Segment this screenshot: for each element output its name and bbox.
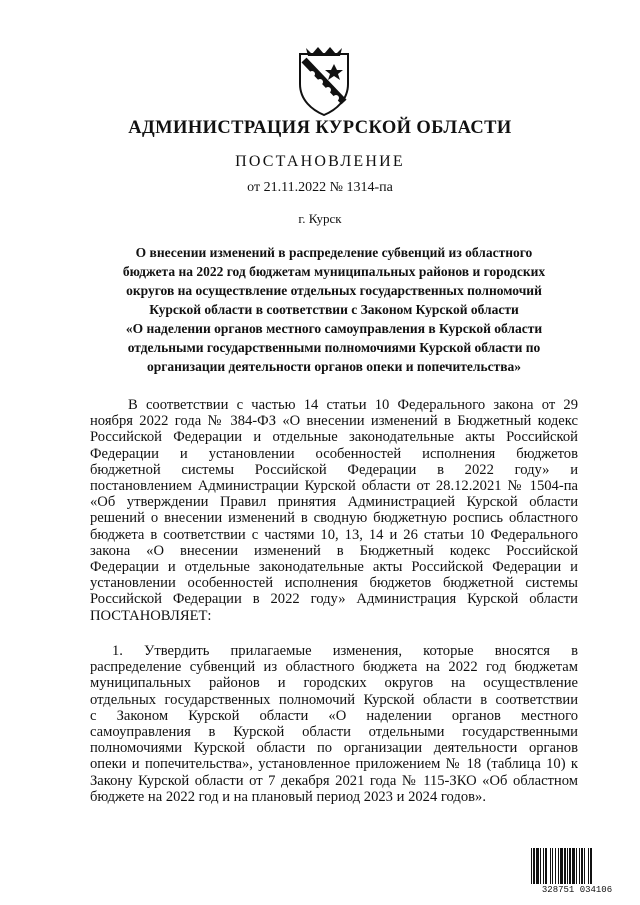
barcode-number: 328751 034106: [541, 885, 613, 895]
body-line: В соответствии с частью 14 статьи 10 Федерального закона от 29: [128, 397, 578, 413]
barcode-bar: [588, 848, 589, 884]
preamble-paragraph: [90, 397, 578, 624]
resolution-heading: [90, 243, 578, 376]
body-line: отдельных государственных полномочий Курской области в соответствии: [90, 691, 578, 708]
body-line: с Законом Курской области «О наделении органов местного: [90, 707, 578, 724]
barcode-bar: [536, 848, 539, 884]
body-line: закона «О внесении изменений в Бюджетный кодекс Российской: [90, 542, 578, 559]
heading-line: организации деятельности органов опеки и попечительства»: [146, 359, 522, 374]
barcode-bar: [555, 848, 556, 884]
barcode-bar: [590, 848, 592, 884]
body-line: опеки и попечительства», установленное приложением № 18 (таблица 10) к: [90, 756, 578, 773]
barcode-bar: [567, 848, 568, 884]
heading-line: О внесении изменений в распределение субвенций из областного: [135, 245, 533, 260]
barcode-bar: [572, 848, 575, 884]
barcode-bar: [545, 848, 547, 884]
document-type: ПОСТАНОВЛЕНИЕ: [235, 153, 405, 170]
barcode-bar: [560, 848, 563, 884]
barcode-bar: [540, 848, 541, 884]
heading-line: «О наделении органов местного самоуправления в Курской области: [125, 321, 543, 336]
barcode-bar: [531, 848, 532, 884]
document-date-number: от 21.11.2022 № 1314-па: [247, 180, 393, 195]
barcode-bar: [543, 848, 544, 884]
body-line: бюджетной системы Российской Федерации в 2022 году» и: [90, 461, 578, 478]
barcode-bar: [558, 848, 559, 884]
barcode-bar: [584, 848, 585, 884]
barcode-bar: [550, 848, 551, 884]
barcode-bar: [581, 848, 583, 884]
organization-title: АДМИНИСТРАЦИЯ КУРСКОЙ ОБЛАСТИ: [128, 118, 512, 138]
body-line: бюджета в соответствии с частями 10, 13, 14 и 26 статьи 10 Федерального: [90, 526, 578, 543]
body-line: 1. Утвердить прилагаемые изменения, которые вносятся в: [112, 643, 578, 659]
body-line: самоуправления в Курской области отдельными государственными: [90, 724, 578, 741]
kursk-coat-of-arms-icon: [294, 44, 354, 116]
barcode-bar: [533, 848, 535, 884]
document-barcode: [529, 848, 625, 896]
body-line: муниципальных районов и городских округов на осуществление: [90, 675, 578, 692]
body-line: бюджете на 2022 год и на плановый период 2023 и 2024 годов».: [90, 788, 486, 805]
body-line: Российской Федерации и отдельные законодательные акты Российской: [90, 429, 578, 446]
body-line: установлении особенностей исполнения бюджетов бюджетной системы: [90, 575, 578, 592]
body-line: Закону Курской области от 7 декабря 2021 года № 115-ЗКО «Об областном: [90, 772, 578, 789]
heading-line: бюджета на 2022 год бюджетам муниципальных районов и городских: [122, 264, 546, 279]
barcode-bar: [579, 848, 580, 884]
barcode-icon: [529, 848, 625, 884]
body-line: полномочиями Курской области по организации деятельности органов: [90, 740, 578, 757]
body-line: решений о внесении изменений в сводную бюджетную роспись областного: [90, 510, 578, 527]
item-1-paragraph: [90, 643, 578, 805]
barcode-bar: [569, 848, 571, 884]
heading-line: отдельными государственными полномочиями Курской области по: [127, 340, 541, 355]
body-line: распределение субвенций из областного бюджета на 2022 год бюджетам: [90, 659, 578, 676]
barcode-bar: [564, 848, 566, 884]
body-line: «Об утверждении Правил принятия Администрацией Курской области: [90, 494, 578, 511]
body-line: ноября 2022 года № 384-ФЗ «О внесении изменений в Бюджетный кодекс: [90, 413, 578, 430]
body-line: постановлением Администрации Курской области от 28.12.2021 № 1504-па: [90, 478, 578, 495]
body-line: Федерации и отдельные законодательные акты Российской Федерации и: [90, 559, 578, 576]
barcode-bar: [576, 848, 577, 884]
body-line: Российской Федерации в 2022 году» Администрация Курской области: [90, 591, 578, 608]
body-line: ПОСТАНОВЛЯЕТ:: [90, 607, 212, 624]
barcode-bar: [552, 848, 553, 884]
body-line: Федерации и установлении особенностей исполнения бюджетов: [90, 445, 578, 462]
document-place: г. Курск: [298, 211, 342, 226]
heading-line: округов на осуществление отдельных государственных полномочий: [126, 283, 542, 298]
heading-line: Курской области в соответствии с Законом Курской области: [149, 302, 519, 317]
